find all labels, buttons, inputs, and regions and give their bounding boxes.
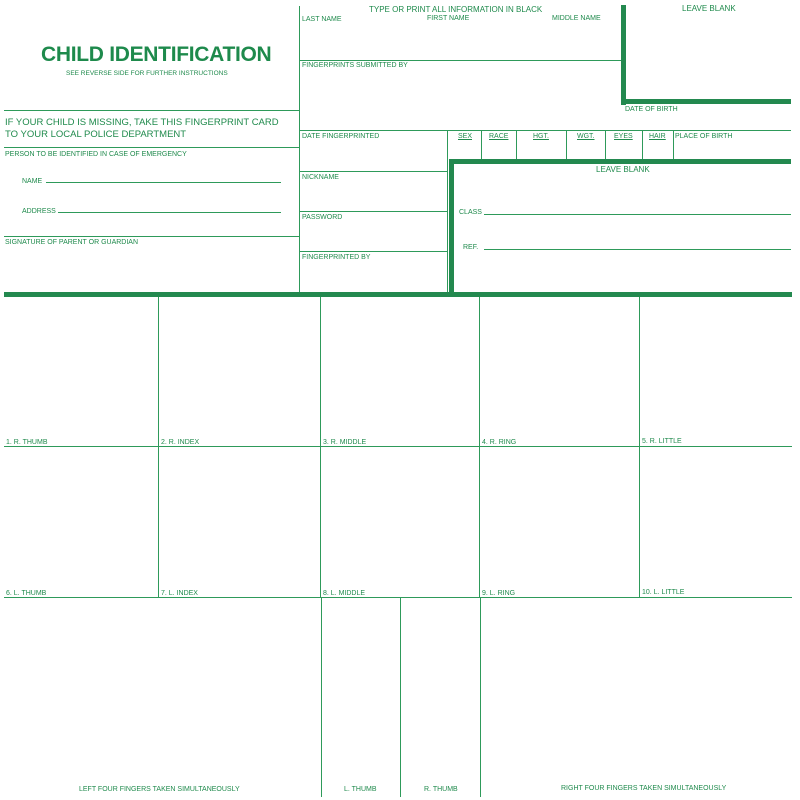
- emergency-heading: PERSON TO BE IDENTIFIED IN CASE OF EMERGENCY: [5, 151, 187, 158]
- class-label: CLASS: [459, 209, 482, 216]
- emergency-name-field[interactable]: [46, 182, 281, 183]
- hair-label: HAIR: [649, 133, 666, 140]
- grid-row-2: [4, 597, 792, 598]
- divider-top-left: [299, 6, 300, 292]
- divider-left-notice-top: [4, 110, 299, 111]
- finger-label-l-index: 7. L. INDEX: [161, 590, 198, 597]
- grid-row-1: [4, 446, 792, 447]
- password-label: PASSWORD: [302, 214, 343, 221]
- emergency-address-field[interactable]: [58, 212, 281, 213]
- type-print-instruction: TYPE OR PRINT ALL INFORMATION IN BLACK: [369, 5, 543, 14]
- divider-date-right: [447, 130, 448, 292]
- finger-label-r-little: 5. R. LITTLE: [642, 438, 682, 445]
- ref-field[interactable]: [484, 249, 791, 250]
- right-four-label: RIGHT FOUR FINGERS TAKEN SIMULTANEOUSLY: [561, 785, 727, 792]
- wgt-label: WGT.: [577, 133, 595, 140]
- finger-label-l-thumb: 6. L. THUMB: [6, 590, 47, 597]
- finger-label-l-middle: 8. L. MIDDLE: [323, 590, 366, 597]
- divider-fingerprinted-by-top: [299, 251, 447, 252]
- divider-date-row: [299, 130, 791, 131]
- finger-label-r-ring: 4. R. RING: [482, 439, 517, 446]
- finger-label-r-middle: 3. R. MIDDLE: [323, 439, 367, 446]
- divider-hair: [673, 130, 674, 160]
- divider-signature-top: [4, 236, 299, 237]
- grid-col-3: [479, 297, 480, 598]
- missing-notice-line2: TO YOUR LOCAL POLICE DEPARTMENT: [5, 129, 187, 140]
- main-separator: [4, 292, 792, 297]
- finger-label-r-thumb: 1. R. THUMB: [6, 439, 48, 446]
- r-thumb-simul-label: R. THUMB: [424, 786, 458, 793]
- divider-nickname-top: [299, 171, 447, 172]
- grid-col-2: [320, 297, 321, 598]
- simul-col-2: [400, 597, 401, 797]
- divider-eyes: [642, 130, 643, 160]
- missing-notice-line1: IF YOUR CHILD IS MISSING, TAKE THIS FINGERPRINT CARD: [5, 117, 279, 128]
- date-fingerprinted-label: DATE FINGERPRINTED: [302, 133, 380, 140]
- divider-race: [516, 130, 517, 160]
- divider-password-top: [299, 211, 447, 212]
- fingerprints-submitted-by-label: FINGERPRINTS SUBMITTED BY: [302, 62, 408, 69]
- divider-sex: [481, 130, 482, 160]
- signature-label: SIGNATURE OF PARENT OR GUARDIAN: [5, 239, 139, 246]
- leave-blank-top-box-left: [621, 5, 626, 105]
- divider-left-notice-bottom: [4, 147, 299, 148]
- class-field[interactable]: [484, 214, 791, 215]
- place-of-birth-label: PLACE OF BIRTH: [675, 133, 733, 140]
- leave-blank-top-box-bottom: [621, 99, 791, 104]
- simul-col-1: [321, 597, 322, 797]
- leave-blank-block-top: [449, 159, 791, 164]
- fingerprinted-by-label: FINGERPRINTED BY: [302, 254, 371, 261]
- ref-label: REF.: [463, 244, 479, 251]
- divider-wgt: [605, 130, 606, 160]
- leave-blank-block-label: LEAVE BLANK: [596, 165, 650, 174]
- leave-blank-block-left: [449, 159, 454, 294]
- emergency-address-label: ADDRESS: [22, 208, 56, 215]
- finger-label-l-ring: 9. L. RING: [482, 590, 516, 597]
- finger-label-r-index: 2. R. INDEX: [161, 439, 200, 446]
- finger-label-l-little: 10. L. LITTLE: [642, 589, 685, 596]
- page-title: CHILD IDENTIFICATION: [41, 43, 272, 66]
- middle-name-label: MIDDLE NAME: [552, 15, 601, 22]
- eyes-label: EYES: [614, 133, 633, 140]
- left-four-label: LEFT FOUR FINGERS TAKEN SIMULTANEOUSLY: [79, 786, 240, 793]
- leave-blank-top-label: LEAVE BLANK: [682, 4, 736, 13]
- first-name-label: FIRST NAME: [427, 15, 470, 22]
- simul-col-3: [480, 597, 481, 797]
- grid-col-1: [158, 297, 159, 598]
- divider-name-row: [299, 60, 621, 61]
- date-of-birth-label: DATE OF BIRTH: [625, 106, 678, 113]
- race-label: RACE: [489, 133, 509, 140]
- emergency-name-label: NAME: [22, 178, 43, 185]
- sex-label: SEX: [458, 133, 473, 140]
- l-thumb-simul-label: L. THUMB: [344, 786, 377, 793]
- subtitle: SEE REVERSE SIDE FOR FURTHER INSTRUCTIONS: [66, 70, 228, 77]
- grid-col-4: [639, 297, 640, 598]
- divider-hgt: [566, 130, 567, 160]
- nickname-label: NICKNAME: [302, 174, 339, 181]
- last-name-label: LAST NAME: [302, 16, 342, 23]
- hgt-label: HGT.: [533, 133, 549, 140]
